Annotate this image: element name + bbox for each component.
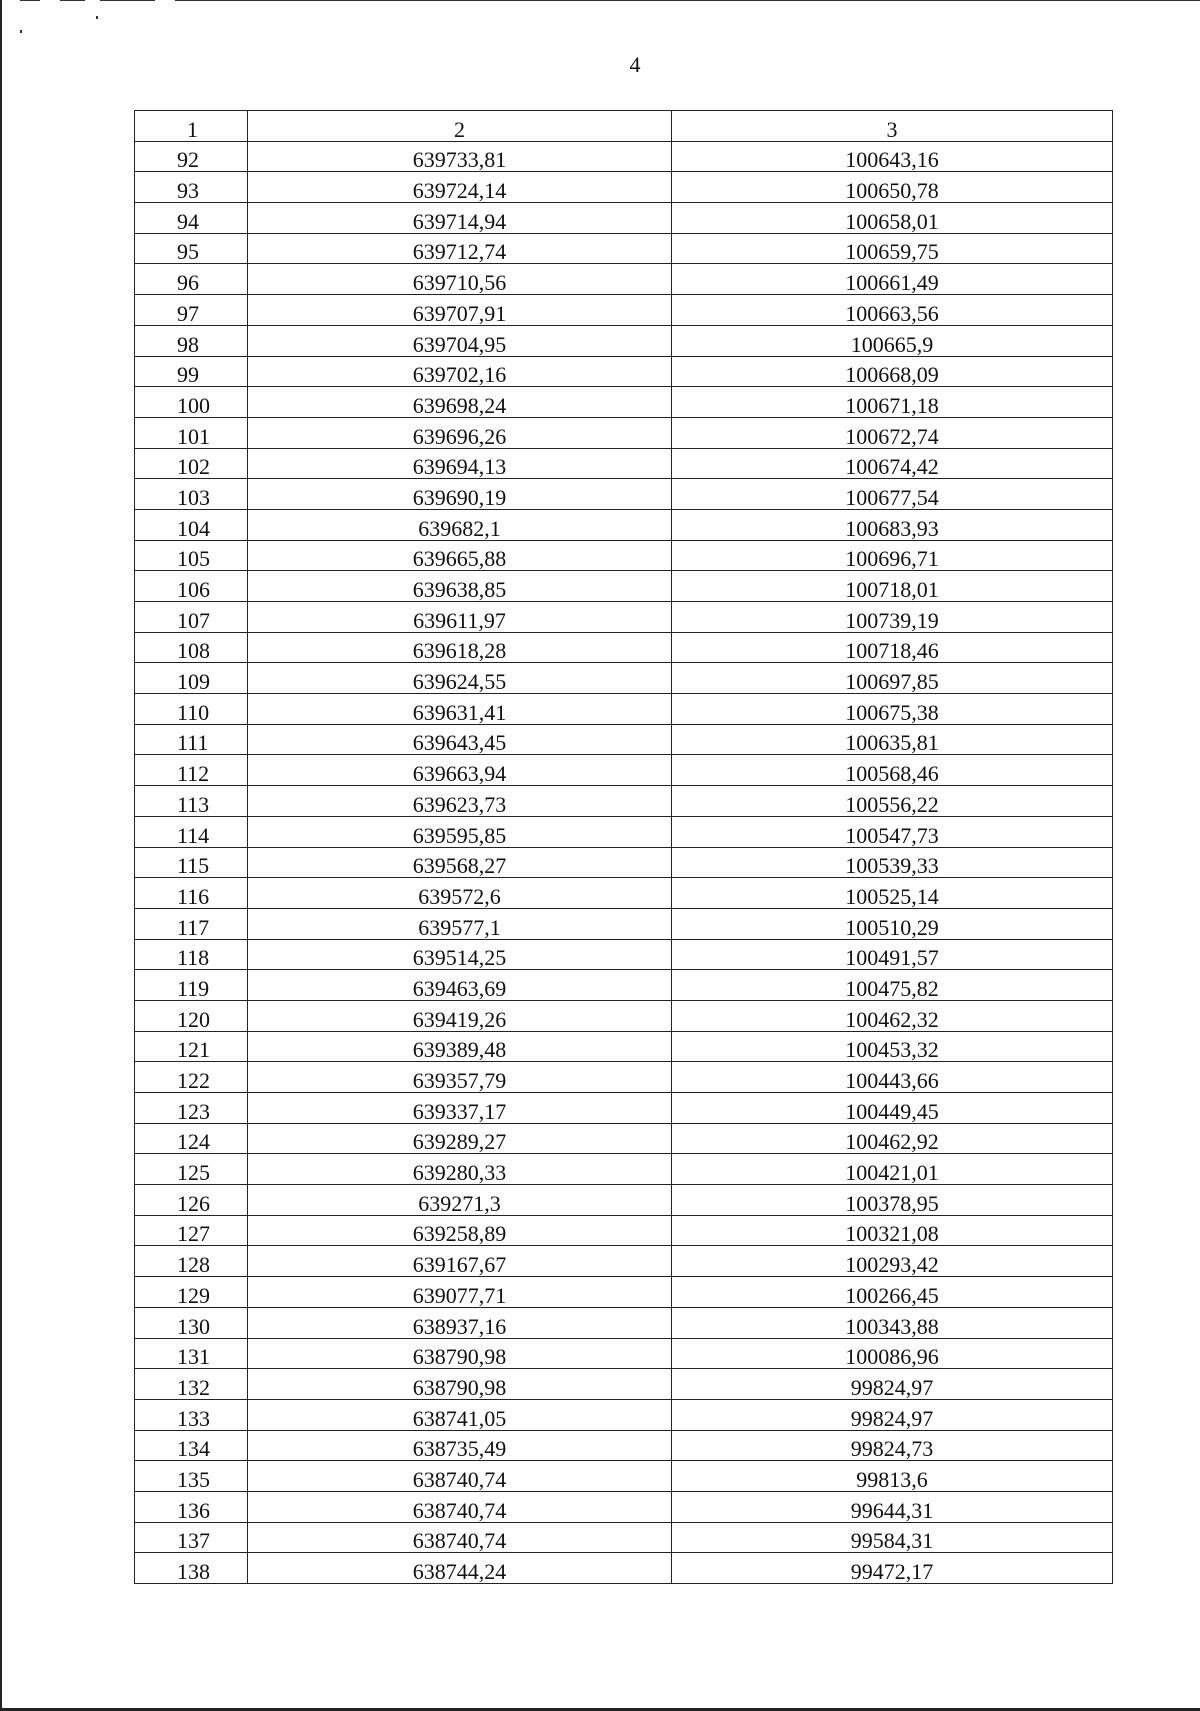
point-number-cell: 115: [135, 847, 248, 878]
coordinate-x-cell: 639663,94: [248, 755, 672, 786]
coordinate-x-cell: 639665,88: [248, 540, 672, 571]
header-cell-3: 3: [672, 111, 1113, 142]
coordinate-x-cell: 639623,73: [248, 786, 672, 817]
point-number-cell: 134: [135, 1430, 248, 1461]
coordinate-x-cell: 638741,05: [248, 1399, 672, 1430]
coordinate-x-cell: 639077,71: [248, 1277, 672, 1308]
point-number-cell: 101: [135, 417, 248, 448]
table-row: [135, 694, 1113, 725]
coordinate-x-cell: 638740,74: [248, 1461, 672, 1492]
table-row: [135, 356, 1113, 387]
coordinate-y-cell: 100491,57: [672, 939, 1113, 970]
coordinate-x-cell: 639643,45: [248, 724, 672, 755]
point-number-cell: 104: [135, 509, 248, 540]
coordinate-x-cell: 639289,27: [248, 1123, 672, 1154]
coordinate-y-cell: 100672,74: [672, 417, 1113, 448]
coordinate-x-cell: 639707,91: [248, 295, 672, 326]
point-number-cell: 102: [135, 448, 248, 479]
scan-edge-top: [0, 0, 1200, 1]
table-row: [135, 755, 1113, 786]
coordinate-y-cell: 100650,78: [672, 172, 1113, 203]
coordinate-y-cell: 100378,95: [672, 1185, 1113, 1216]
point-number-cell: 121: [135, 1031, 248, 1062]
coordinate-y-cell: 100321,08: [672, 1215, 1113, 1246]
table-row: [135, 571, 1113, 602]
page-number: 4: [629, 52, 641, 77]
coordinate-y-cell: 100697,85: [672, 663, 1113, 694]
table-row: [135, 325, 1113, 356]
coordinate-x-cell: 639357,79: [248, 1062, 672, 1093]
point-number-cell: 124: [135, 1123, 248, 1154]
table-row: [135, 540, 1113, 571]
point-number-cell: 128: [135, 1246, 248, 1277]
coordinate-y-cell: 99472,17: [672, 1553, 1113, 1584]
point-number-cell: 106: [135, 571, 248, 602]
table-row: [135, 141, 1113, 172]
table-row: [135, 1185, 1113, 1216]
coordinate-x-cell: 639572,6: [248, 878, 672, 909]
coordinates-table: [134, 110, 1113, 1584]
table-row: [135, 786, 1113, 817]
coordinate-y-cell: 100525,14: [672, 878, 1113, 909]
coordinate-x-cell: 638735,49: [248, 1430, 672, 1461]
table-row: [135, 1062, 1113, 1093]
point-number-cell: 93: [135, 172, 248, 203]
table-row: [135, 1246, 1113, 1277]
table-row: [135, 479, 1113, 510]
coordinate-x-cell: 639595,85: [248, 816, 672, 847]
point-number-cell: 100: [135, 387, 248, 418]
coordinate-x-cell: 638790,98: [248, 1338, 672, 1369]
coordinate-y-cell: 100668,09: [672, 356, 1113, 387]
coordinate-x-cell: 639568,27: [248, 847, 672, 878]
coordinate-y-cell: 100453,32: [672, 1031, 1113, 1062]
table-row: [135, 264, 1113, 295]
coordinate-x-cell: 638744,24: [248, 1553, 672, 1584]
coordinate-y-cell: 100658,01: [672, 203, 1113, 234]
coordinate-x-cell: 639724,14: [248, 172, 672, 203]
coordinate-y-cell: 100475,82: [672, 970, 1113, 1001]
coordinate-x-cell: 639698,24: [248, 387, 672, 418]
coordinate-y-cell: 100293,42: [672, 1246, 1113, 1277]
point-number-cell: 112: [135, 755, 248, 786]
point-number-cell: 96: [135, 264, 248, 295]
coordinate-y-cell: 100568,46: [672, 755, 1113, 786]
point-number-cell: 116: [135, 878, 248, 909]
coordinates-table-body: [135, 111, 1113, 1584]
point-number-cell: 111: [135, 724, 248, 755]
point-number-cell: 98: [135, 325, 248, 356]
coordinate-y-cell: 100556,22: [672, 786, 1113, 817]
coordinate-y-cell: 100663,56: [672, 295, 1113, 326]
coordinate-x-cell: 639710,56: [248, 264, 672, 295]
coordinate-y-cell: 100443,66: [672, 1062, 1113, 1093]
coordinate-y-cell: 100683,93: [672, 509, 1113, 540]
point-number-cell: 117: [135, 908, 248, 939]
coordinate-x-cell: 639682,1: [248, 509, 672, 540]
point-number-cell: 137: [135, 1522, 248, 1553]
table-row: [135, 172, 1113, 203]
coordinate-x-cell: 638740,74: [248, 1491, 672, 1522]
point-number-cell: 92: [135, 141, 248, 172]
point-number-cell: 122: [135, 1062, 248, 1093]
table-row: [135, 417, 1113, 448]
point-number-cell: 109: [135, 663, 248, 694]
table-row: [135, 939, 1113, 970]
point-number-cell: 94: [135, 203, 248, 234]
table-row: [135, 1522, 1113, 1553]
table-row: [135, 1430, 1113, 1461]
table-row: [135, 1307, 1113, 1338]
coordinate-x-cell: 639712,74: [248, 233, 672, 264]
coordinate-y-cell: 100718,01: [672, 571, 1113, 602]
coordinate-y-cell: 100343,88: [672, 1307, 1113, 1338]
table-row: [135, 509, 1113, 540]
point-number-cell: 129: [135, 1277, 248, 1308]
coordinate-x-cell: 639631,41: [248, 694, 672, 725]
table-row: [135, 1369, 1113, 1400]
coordinate-x-cell: 639389,48: [248, 1031, 672, 1062]
table-row: [135, 1031, 1113, 1062]
point-number-cell: 95: [135, 233, 248, 264]
table-row: [135, 1491, 1113, 1522]
coordinate-y-cell: 100462,92: [672, 1123, 1113, 1154]
coordinate-x-cell: 639618,28: [248, 632, 672, 663]
coordinate-x-cell: 639702,16: [248, 356, 672, 387]
table-row: [135, 1123, 1113, 1154]
table-row: [135, 1154, 1113, 1185]
coordinate-y-cell: 100421,01: [672, 1154, 1113, 1185]
table-row: [135, 632, 1113, 663]
coordinate-x-cell: 639577,1: [248, 908, 672, 939]
coordinate-x-cell: 639514,25: [248, 939, 672, 970]
coordinate-y-cell: 100547,73: [672, 816, 1113, 847]
point-number-cell: 105: [135, 540, 248, 571]
coordinate-x-cell: 639690,19: [248, 479, 672, 510]
point-number-cell: 97: [135, 295, 248, 326]
coordinate-x-cell: 639258,89: [248, 1215, 672, 1246]
scan-speck: [20, 30, 22, 33]
coordinate-x-cell: 639714,94: [248, 203, 672, 234]
point-number-cell: 135: [135, 1461, 248, 1492]
table-row: [135, 816, 1113, 847]
table-row: [135, 602, 1113, 633]
coordinate-x-cell: 638790,98: [248, 1369, 672, 1400]
scan-speck: [96, 16, 98, 19]
coordinate-x-cell: 639696,26: [248, 417, 672, 448]
point-number-cell: 138: [135, 1553, 248, 1584]
coordinate-y-cell: 100643,16: [672, 141, 1113, 172]
table-row: [135, 908, 1113, 939]
table-row: [135, 1093, 1113, 1124]
coordinate-y-cell: 100510,29: [672, 908, 1113, 939]
table-row: [135, 1000, 1113, 1031]
table-row: [135, 847, 1113, 878]
coordinate-x-cell: 639419,26: [248, 1000, 672, 1031]
coordinate-y-cell: 100677,54: [672, 479, 1113, 510]
point-number-cell: 127: [135, 1215, 248, 1246]
coordinate-y-cell: 100739,19: [672, 602, 1113, 633]
point-number-cell: 107: [135, 602, 248, 633]
point-number-cell: 133: [135, 1399, 248, 1430]
point-number-cell: 120: [135, 1000, 248, 1031]
coordinate-x-cell: 639337,17: [248, 1093, 672, 1124]
point-number-cell: 132: [135, 1369, 248, 1400]
coordinate-x-cell: 639638,85: [248, 571, 672, 602]
coordinate-y-cell: 100086,96: [672, 1338, 1113, 1369]
coordinate-x-cell: 639704,95: [248, 325, 672, 356]
point-number-cell: 108: [135, 632, 248, 663]
table-row: [135, 663, 1113, 694]
coordinate-x-cell: 638937,16: [248, 1307, 672, 1338]
coordinate-y-cell: 100449,45: [672, 1093, 1113, 1124]
coordinate-x-cell: 639271,3: [248, 1185, 672, 1216]
coordinate-y-cell: 100462,32: [672, 1000, 1113, 1031]
table-row: [135, 233, 1113, 264]
scan-edge-left: [0, 0, 2, 1711]
coordinate-y-cell: 99824,97: [672, 1369, 1113, 1400]
point-number-cell: 130: [135, 1307, 248, 1338]
table-row: [135, 878, 1113, 909]
coordinate-y-cell: 100661,49: [672, 264, 1113, 295]
point-number-cell: 110: [135, 694, 248, 725]
point-number-cell: 131: [135, 1338, 248, 1369]
point-number-cell: 99: [135, 356, 248, 387]
point-number-cell: 113: [135, 786, 248, 817]
point-number-cell: 126: [135, 1185, 248, 1216]
coordinate-x-cell: 639611,97: [248, 602, 672, 633]
table-row: [135, 387, 1113, 418]
coordinate-y-cell: 99584,31: [672, 1522, 1113, 1553]
table-row: [135, 1461, 1113, 1492]
table-row: [135, 1399, 1113, 1430]
table-row: [135, 1215, 1113, 1246]
point-number-cell: 114: [135, 816, 248, 847]
coordinate-y-cell: 100659,75: [672, 233, 1113, 264]
coordinate-y-cell: 100718,46: [672, 632, 1113, 663]
point-number-cell: 125: [135, 1154, 248, 1185]
coordinate-y-cell: 100665,9: [672, 325, 1113, 356]
coordinate-x-cell: 639280,33: [248, 1154, 672, 1185]
table-row: [135, 724, 1113, 755]
point-number-cell: 119: [135, 970, 248, 1001]
coordinate-y-cell: 99644,31: [672, 1491, 1113, 1522]
coordinate-y-cell: 99824,73: [672, 1430, 1113, 1461]
coordinate-x-cell: 639624,55: [248, 663, 672, 694]
coordinate-x-cell: 639733,81: [248, 141, 672, 172]
table-row: [135, 448, 1113, 479]
header-cell-2: 2: [248, 111, 672, 142]
point-number-cell: 123: [135, 1093, 248, 1124]
table-row: [135, 1553, 1113, 1584]
table-row: [135, 295, 1113, 326]
coordinate-y-cell: 100635,81: [672, 724, 1113, 755]
coordinate-y-cell: 99813,6: [672, 1461, 1113, 1492]
table-header-row: [135, 111, 1113, 142]
coordinate-y-cell: 99824,97: [672, 1399, 1113, 1430]
coordinate-y-cell: 100675,38: [672, 694, 1113, 725]
coordinate-y-cell: 100539,33: [672, 847, 1113, 878]
coordinate-x-cell: 639167,67: [248, 1246, 672, 1277]
coordinate-x-cell: 638740,74: [248, 1522, 672, 1553]
table-row: [135, 1338, 1113, 1369]
table-row: [135, 970, 1113, 1001]
point-number-cell: 118: [135, 939, 248, 970]
table-row: [135, 203, 1113, 234]
coordinate-x-cell: 639463,69: [248, 970, 672, 1001]
coordinate-x-cell: 639694,13: [248, 448, 672, 479]
coordinate-y-cell: 100671,18: [672, 387, 1113, 418]
coordinate-y-cell: 100674,42: [672, 448, 1113, 479]
table-row: [135, 1277, 1113, 1308]
header-cell-1: 1: [135, 111, 248, 142]
point-number-cell: 136: [135, 1491, 248, 1522]
coordinate-y-cell: 100696,71: [672, 540, 1113, 571]
coordinate-y-cell: 100266,45: [672, 1277, 1113, 1308]
point-number-cell: 103: [135, 479, 248, 510]
